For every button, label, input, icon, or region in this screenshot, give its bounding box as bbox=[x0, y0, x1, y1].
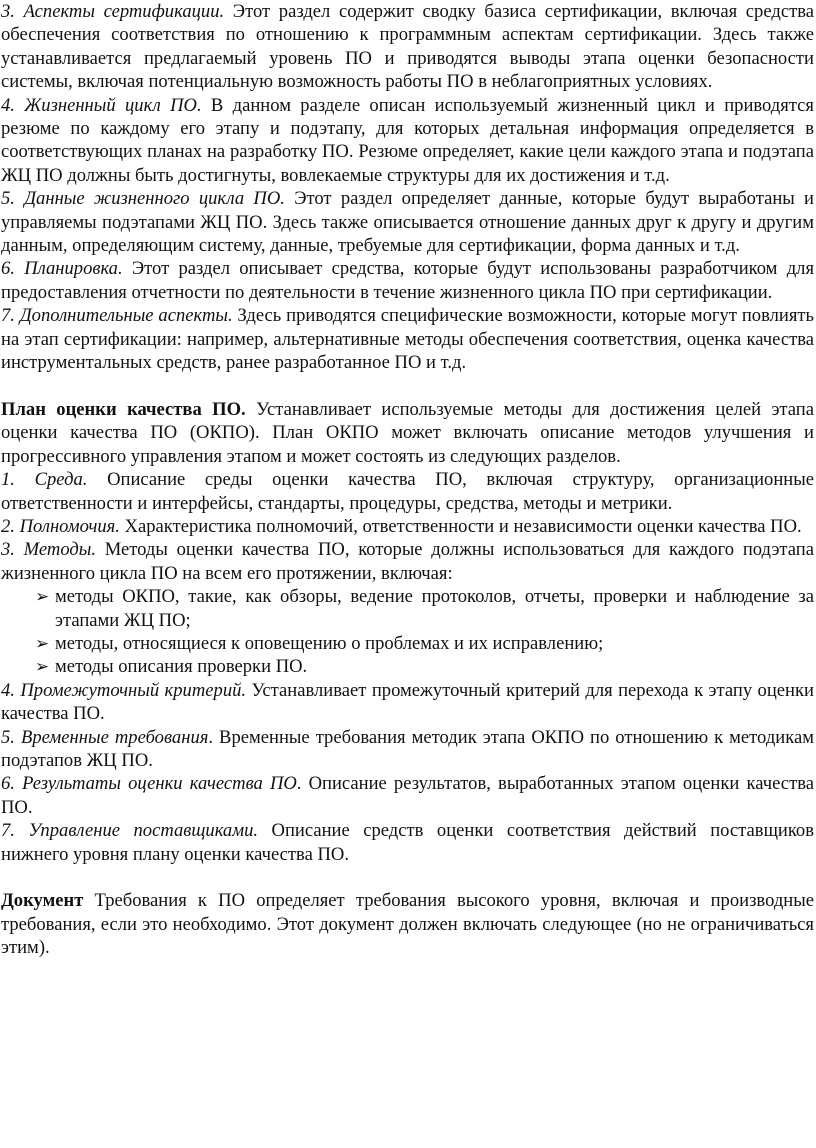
paragraph-gap bbox=[1, 866, 814, 889]
item-heading: 1. Среда. bbox=[1, 469, 88, 491]
methods-bullet-list bbox=[1, 585, 814, 679]
section-text: Этот раздел определяет данные, которые будут выработаны и управляемы подэтапами ЖЦ ПО. Здесь также описывается отношение данных друг к другу и другим данным, определяющим систему, данные, требуемые для сертификации, форма данных и т.д. bbox=[1, 188, 814, 257]
section-additional-aspects bbox=[1, 304, 814, 374]
section-text: В данном разделе описан используемый жизненный цикл и приводятся резюме по каждому его этапу и подэтапу, для которых детальная информация определяется в соответствующих планах на разработку ПО. Резюме определяет, какие цели каждого этапа и подэтапа ЖЦ ПО должны быть достигнуты, вовлекаемые структуры для их достижения и т.д. bbox=[1, 94, 814, 186]
quality-plan-item-methods bbox=[1, 538, 814, 585]
quality-plan-intro bbox=[1, 398, 814, 468]
section-lifecycle-data bbox=[1, 187, 814, 257]
item-text: . Описание результатов, выработанных этапом оценки качества ПО. bbox=[1, 773, 814, 818]
arrow-bullet-icon: ➢ bbox=[35, 657, 50, 677]
item-text: Описание среды оценки качества ПО, включая структуру, организационные ответственности и интерфейсы, стандарты, процедуры, средства, методы и метрики. bbox=[1, 469, 815, 514]
section-planning bbox=[1, 257, 814, 304]
quality-plan-item-supplier-management bbox=[1, 819, 814, 866]
quality-plan-intro-text: Устанавливает используемые методы для достижения целей этапа оценки качества ПО (ОКПО). План ОКПО может включать описание методов улучшения и прогрессивного управления этапом и может состоять из следующих разделов. bbox=[1, 398, 814, 467]
item-heading: 7. Управление поставщиками. bbox=[1, 820, 259, 842]
section-heading: 7. Дополнительные аспекты. bbox=[1, 305, 233, 327]
item-text: Методы оценки качества ПО, которые должны использоваться для каждого подэтапа жизненного цикла ПО на всем его протяжении, включая: bbox=[1, 539, 815, 584]
item-text: . Временные требования методик этапа ОКПО по отношению к методикам подэтапов ЖЦ ПО. bbox=[1, 726, 814, 771]
item-text: Устанавливает промежуточный критерий для перехода к этапу оценки качества ПО. bbox=[1, 679, 814, 725]
quality-plan-item-time-requirements bbox=[1, 726, 814, 773]
document-section bbox=[1, 889, 814, 959]
quality-plan-item-results bbox=[1, 772, 814, 819]
section-text: Этот раздел описывает средства, которые будут использованы разработчиком для предоставления отчетности по деятельности в течение жизненного цикла ПО при сертификации. bbox=[1, 258, 814, 303]
item-heading: 3. Методы. bbox=[1, 539, 97, 561]
item-text: Характеристика полномочий, ответственности и независимости оценки качества ПО. bbox=[119, 515, 802, 537]
quality-plan-item-authority bbox=[1, 515, 814, 538]
item-heading: 2. Полномочия. bbox=[1, 515, 120, 537]
item-text: Описание средств оценки соответствия действий поставщиков нижнего уровня плану оценки качества ПО. bbox=[1, 820, 815, 865]
list-item-text: методы описания проверки ПО. bbox=[55, 656, 308, 678]
list-item bbox=[35, 585, 814, 632]
paragraph-gap bbox=[1, 375, 814, 398]
section-text: Этот раздел содержит сводку базиса сертификации, включая средства обеспечения соответствия по отношению к программным аспектам сертификации. Здесь также устанавливается предлагаемый уровень ПО и приводятся выводы этапа оценки безопасности системы, включая потенциальную возможность работы ПО в неблагоприятных условиях. bbox=[1, 1, 814, 93]
document-section-title: Документ bbox=[1, 890, 84, 912]
section-heading: 6. Планировка. bbox=[1, 258, 123, 280]
document-section-text: Требования к ПО определяет требования высокого уровня, включая и производные требования, если это необходимо. Этот документ должен включать следующее (но не ограничиваться этим). bbox=[1, 890, 814, 959]
item-heading: 4. Промежуточный критерий. bbox=[1, 679, 247, 701]
section-text: Здесь приводятся специфические возможности, которые могут повлиять на этап сертификации: например, альтернативные методы обеспечения соответствия, оценка качества инструментальных средств, ранее разработанное ПО и т.д. bbox=[1, 305, 814, 374]
item-heading: 5. Временные требования bbox=[1, 726, 209, 748]
section-heading: 5. Данные жизненного цикла ПО. bbox=[1, 188, 285, 210]
arrow-bullet-icon: ➢ bbox=[35, 633, 50, 653]
section-heading: 3. Аспекты сертификации. bbox=[1, 1, 225, 22]
quality-plan-title: План оценки качества ПО. bbox=[1, 398, 246, 420]
quality-plan-item-interim-criterion bbox=[1, 679, 814, 726]
section-certification-aspects bbox=[1, 0, 814, 94]
list-item bbox=[35, 632, 814, 655]
item-heading: 6. Результаты оценки качества ПО bbox=[1, 773, 297, 795]
section-lifecycle bbox=[1, 94, 814, 188]
arrow-bullet-icon: ➢ bbox=[35, 587, 50, 607]
section-heading: 4. Жизненный цикл ПО. bbox=[1, 94, 202, 116]
list-item-text: методы, относящиеся к оповещению о проблемах и их исправлению; bbox=[55, 632, 604, 654]
list-item bbox=[35, 655, 814, 678]
quality-plan-item-environment bbox=[1, 468, 814, 515]
list-item-text: методы ОКПО, такие, как обзоры, ведение протоколов, отчеты, проверки и наблюдение за этапами ЖЦ ПО; bbox=[55, 586, 814, 631]
